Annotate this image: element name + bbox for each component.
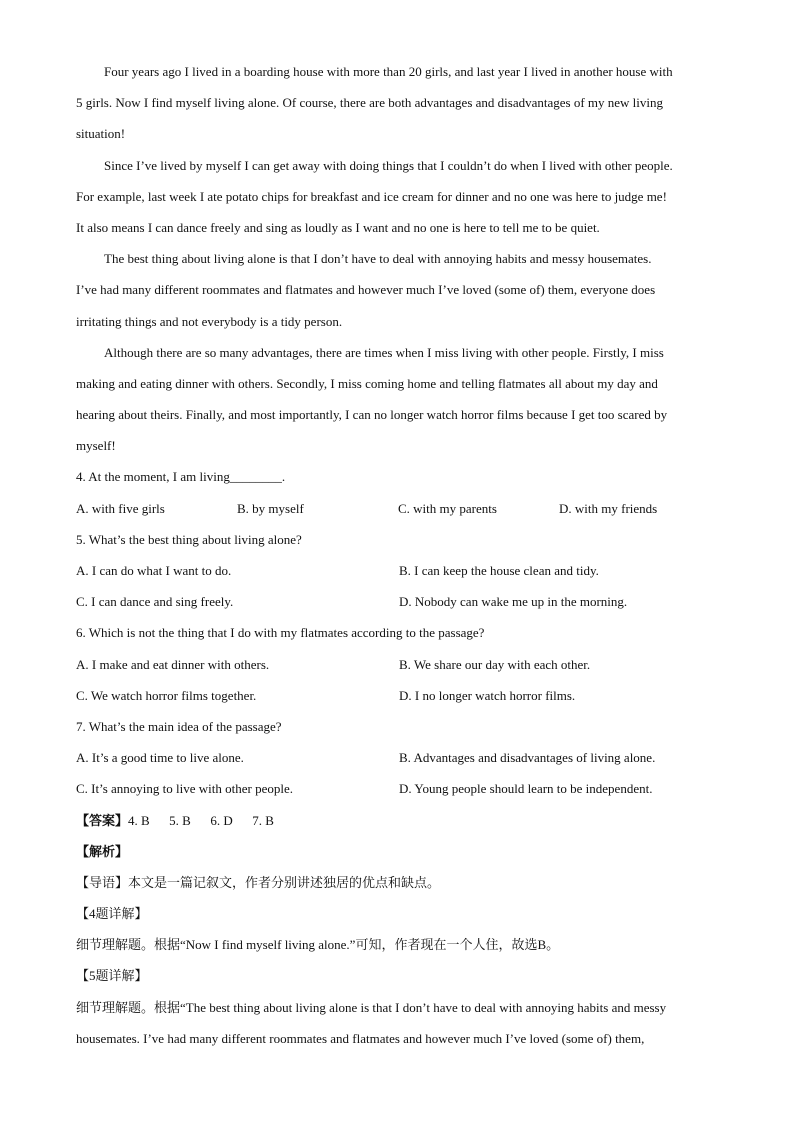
option-b: B. Advantages and disadvantages of living alone. [399, 750, 656, 766]
answer-label: 【答案】 [76, 812, 129, 828]
option-b: B. I can keep the house clean and tidy. [399, 563, 599, 578]
option-a: A. I can do what I want to do. [76, 563, 232, 578]
question-options [76, 649, 720, 680]
q5-detail-text: housemates. I’ve had many different roommates and flatmates and however much I’ve loved (some of) them, [76, 1030, 645, 1046]
question-options [76, 742, 720, 773]
passage-line: situation! [76, 126, 126, 142]
option-c: C. I can dance and sing freely. [76, 594, 234, 610]
question-options [76, 555, 720, 586]
passage-line: making and eating dinner with others. Secondly, I miss coming home and telling flatmates all about my day and [76, 375, 658, 391]
option-d: D. I no longer watch horror films. [399, 687, 576, 703]
option-c: C. with my parents [398, 500, 497, 516]
question-options [76, 773, 720, 804]
option-a: A. with five girls [76, 500, 165, 516]
passage-line: I’ve had many different roommates and flatmates and however much I’ve loved (some of) them, everyone does [76, 282, 656, 298]
passage-line: 5 girls. Now I find myself living alone. Of course, there are both advantages and disadvantages of my new living [76, 95, 664, 111]
q4-detail-text: 细节理解题。根据“Now I find myself living alone.”可知，作者现在一个人住，故选B。 [76, 937, 560, 953]
passage-line: myself! [76, 438, 116, 454]
question-stem: 4. At the moment, I am living________. [76, 469, 286, 485]
option-a: A. I make and eat dinner with others. [76, 656, 270, 672]
option-c: C. It’s annoying to live with other people. [76, 781, 293, 797]
passage-line: Although there are so many advantages, there are times when I miss living with other people. Firstly, I miss [104, 344, 664, 360]
passage-line: It also means I can dance freely and sing as loudly as I want and no one is here to tell me to be quiet. [76, 219, 600, 235]
question-options [76, 680, 720, 711]
answer-line [76, 805, 720, 836]
passage-line: The best thing about living alone is that I don’t have to deal with annoying habits and messy housemates. [104, 251, 652, 267]
analysis-label: 【解析】 [76, 843, 129, 859]
passage-line: Since I’ve lived by myself I can get away with doing things that I couldn’t do when I lived with other people. [104, 157, 673, 173]
q5-detail-title: 【5题详解】 [76, 968, 148, 984]
q5-detail-text: 细节理解题。根据“The best thing about living alone is that I don’t have to deal with annoying habits and messy [76, 999, 667, 1015]
document-page [76, 56, 720, 1054]
option-b: B. We share our day with each other. [399, 656, 591, 672]
option-c: C. We watch horror films together. [76, 687, 257, 703]
option-d: D. with my friends [559, 500, 658, 516]
option-a: A. It’s a good time to live alone. [76, 750, 244, 766]
passage-line: hearing about theirs. Finally, and most importantly, I can no longer watch horror films because I get too scared by [76, 407, 668, 423]
question-stem: 7. What’s the main idea of the passage? [76, 718, 282, 734]
passage-line: Four years ago I lived in a boarding house with more than 20 girls, and last year I lived in another house with [104, 64, 673, 79]
question-options [76, 586, 720, 617]
analysis-intro: 【导语】本文是一篇记叙文，作者分别讲述独居的优点和缺点。 [76, 874, 441, 890]
option-b: B. by myself [237, 500, 304, 516]
option-d: D. Nobody can wake me up in the morning. [399, 594, 628, 610]
passage-line: For example, last week I ate potato chips for breakfast and ice cream for dinner and no one was here to judge me! [76, 188, 667, 204]
passage-line: irritating things and not everybody is a tidy person. [76, 313, 343, 329]
option-d: D. Young people should learn to be independent. [399, 781, 653, 797]
question-stem: 5. What’s the best thing about living alone? [76, 531, 302, 547]
question-options [76, 493, 720, 524]
q4-detail-title: 【4题详解】 [76, 906, 148, 922]
question-stem: 6. Which is not the thing that I do with my flatmates according to the passage? [76, 625, 485, 641]
answer-values: 4. B 5. B 6. D 7. B [128, 812, 274, 828]
